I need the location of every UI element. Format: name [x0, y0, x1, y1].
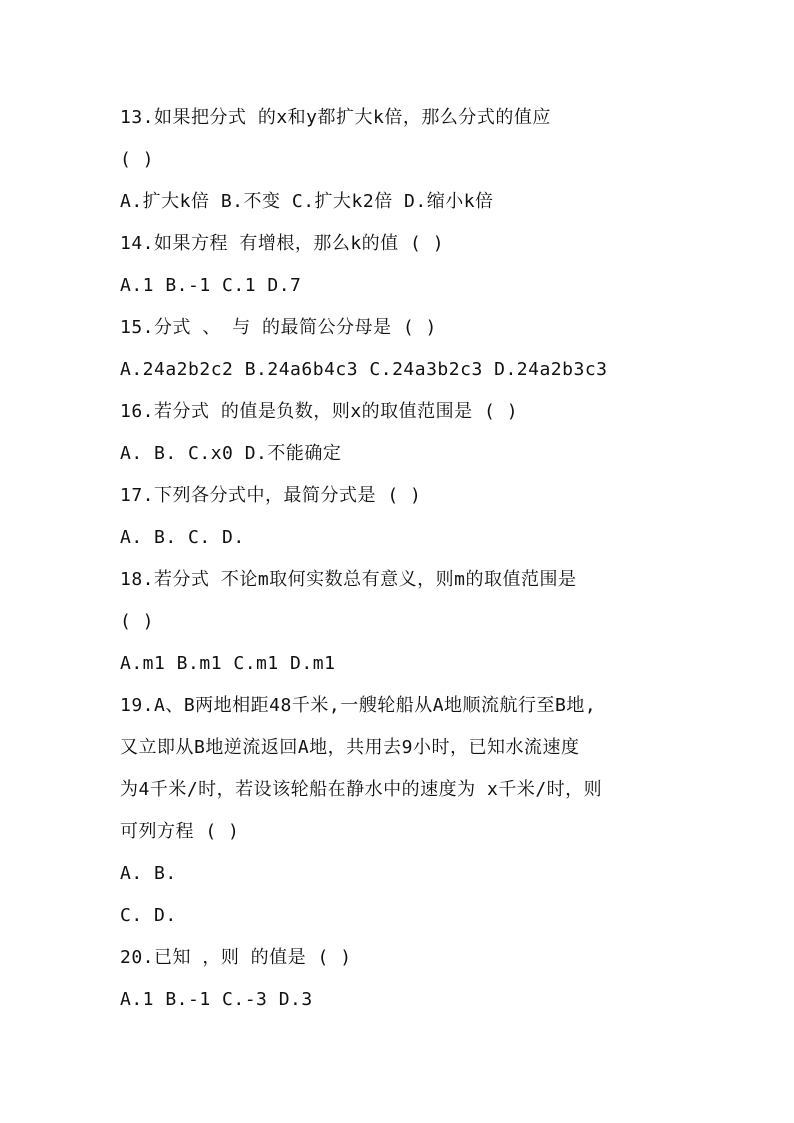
q20-options: A.1 B.-1 C.-3 D.3 — [120, 989, 313, 1010]
q13-stem: 13.如果把分式 的x和y都扩大k倍，那么分式的值应 — [120, 107, 551, 128]
q19-stem-1: 19.A、B两地相距48千米,一艘轮船从A地顺流航行至B地, — [120, 695, 597, 716]
q19-options-2: C. D. — [120, 905, 177, 926]
q17-stem: 17.下列各分式中，最简分式是 ( ) — [120, 485, 422, 506]
q19-options-1: A. B. — [120, 863, 177, 884]
q16-stem: 16.若分式 的值是负数，则x的取值范围是 ( ) — [120, 401, 519, 422]
q18-paren: ( ) — [120, 611, 155, 632]
q15-stem: 15.分式 、 与 的最简公分母是 ( ) — [120, 317, 437, 338]
q17-options: A. B. C. D. — [120, 527, 245, 548]
q20-stem: 20.已知 ，则 的值是 ( ) — [120, 947, 352, 968]
q19-stem-3: 为4千米/时，若设该轮船在静水中的速度为 x千米/时，则 — [120, 779, 603, 800]
q16-options: A. B. C.x0 D.不能确定 — [120, 443, 342, 464]
q14-stem: 14.如果方程 有增根，那么k的值 ( ) — [120, 233, 445, 254]
q18-options: A.m1 B.m1 C.m1 D.m1 — [120, 653, 336, 674]
q19-stem-2: 又立即从B地逆流返回A地，共用去9小时，已知水流速度 — [120, 737, 580, 758]
q19-stem-4: 可列方程 ( ) — [120, 821, 240, 842]
q15-options: A.24a2b2c2 B.24a6b4c3 C.24a3b2c3 D.24a2b3c3 — [120, 359, 608, 380]
q18-stem: 18.若分式 不论m取何实数总有意义，则m的取值范围是 — [120, 569, 577, 590]
q14-options: A.1 B.-1 C.1 D.7 — [120, 275, 302, 296]
q13-options: A.扩大k倍 B.不变 C.扩大k2倍 D.缩小k倍 — [120, 191, 494, 212]
q13-paren: ( ) — [120, 149, 155, 170]
